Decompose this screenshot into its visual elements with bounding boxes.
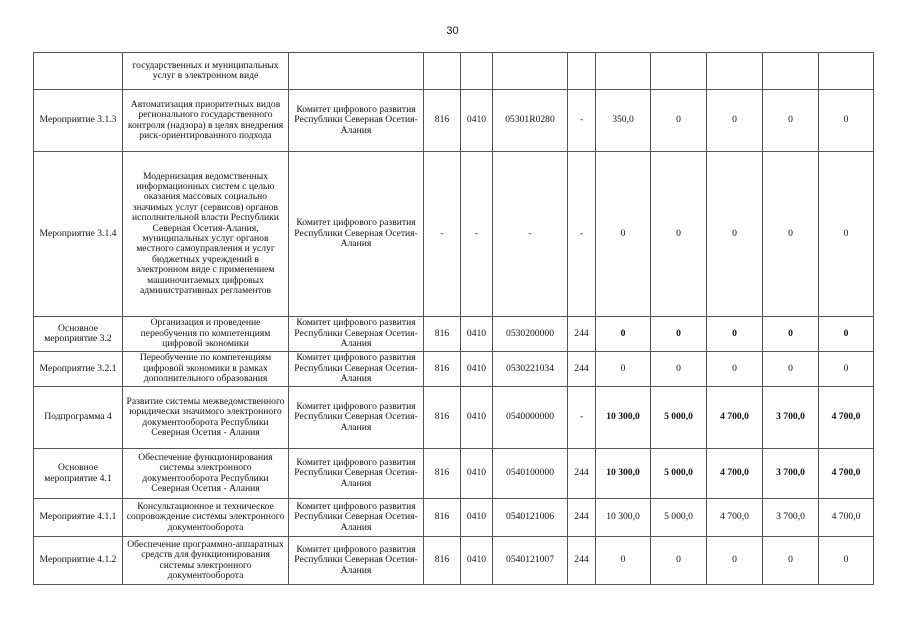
value-year1-cell <box>596 53 651 90</box>
responsible-executor-cell: Комитет цифрового развития Республики Северная Осетия-Алания <box>289 352 424 387</box>
csr-code-cell: 0530221034 <box>493 352 568 387</box>
value-year1-cell: 0 <box>596 317 651 352</box>
value-year3-cell: 0 <box>707 317 763 352</box>
value-year2-cell: 0 <box>651 152 707 317</box>
value-year4-cell: 0 <box>763 152 819 317</box>
rzpr-code-cell: 0410 <box>461 499 493 537</box>
value-year3-cell: 4 700,0 <box>707 449 763 499</box>
vr-code-cell: 244 <box>568 537 596 585</box>
rzpr-code-cell: 0410 <box>461 352 493 387</box>
row-name-cell: Мероприятие 3.1.3 <box>34 90 123 152</box>
table-row <box>34 499 874 537</box>
csr-code-cell: 05301R0280 <box>493 90 568 152</box>
row-description-cell: государственных и муниципальных услуг в электронном виде <box>123 53 289 90</box>
value-year1-cell: 10 300,0 <box>596 449 651 499</box>
value-year1-cell: 350,0 <box>596 90 651 152</box>
value-year1-cell: 0 <box>596 537 651 585</box>
value-year3-cell: 0 <box>707 352 763 387</box>
value-year2-cell: 5 000,0 <box>651 387 707 449</box>
value-year4-cell: 3 700,0 <box>763 499 819 537</box>
value-year4-cell: 0 <box>763 352 819 387</box>
vr-code-cell: - <box>568 152 596 317</box>
csr-code-cell: 0540000000 <box>493 387 568 449</box>
table-row <box>34 449 874 499</box>
vr-code-cell: 244 <box>568 449 596 499</box>
value-year2-cell <box>651 53 707 90</box>
value-year5-cell: 0 <box>819 152 874 317</box>
value-year5-cell: 4 700,0 <box>819 449 874 499</box>
table-body <box>34 53 874 585</box>
value-year1-cell: 0 <box>596 352 651 387</box>
table-row <box>34 537 874 585</box>
csr-code-cell <box>493 53 568 90</box>
vr-code-cell: - <box>568 90 596 152</box>
grbs-code-cell: 816 <box>424 449 461 499</box>
grbs-code-cell: 816 <box>424 499 461 537</box>
value-year5-cell: 4 700,0 <box>819 499 874 537</box>
row-description-cell: Автоматизация приоритетных видов регионального государственного контроля (надзора) в целях внедрения риск-ориентированного подхода <box>123 90 289 152</box>
grbs-code-cell: 816 <box>424 537 461 585</box>
responsible-executor-cell: Комитет цифрового развития Республики Северная Осетия-Алания <box>289 537 424 585</box>
responsible-executor-cell: Комитет цифрового развития Республики Северная Осетия-Алания <box>289 499 424 537</box>
value-year5-cell: 0 <box>819 317 874 352</box>
grbs-code-cell: 816 <box>424 317 461 352</box>
value-year3-cell: 0 <box>707 90 763 152</box>
responsible-executor-cell: Комитет цифрового развития Республики Северная Осетия-Алания <box>289 317 424 352</box>
row-name-cell: Основное мероприятие 4.1 <box>34 449 123 499</box>
csr-code-cell: 0540121006 <box>493 499 568 537</box>
vr-code-cell: 244 <box>568 352 596 387</box>
value-year4-cell: 3 700,0 <box>763 449 819 499</box>
row-name-cell: Мероприятие 3.1.4 <box>34 152 123 317</box>
value-year2-cell: 0 <box>651 317 707 352</box>
table-row <box>34 387 874 449</box>
value-year4-cell: 0 <box>763 90 819 152</box>
row-description-cell: Обеспечение функционирования системы электронного документооборота Республики Северная Осетия - Алания <box>123 449 289 499</box>
page-number: 30 <box>446 25 459 37</box>
row-description-cell: Организация и проведение переобучения по компетенциям цифровой экономики <box>123 317 289 352</box>
rzpr-code-cell: 0410 <box>461 537 493 585</box>
value-year5-cell: 0 <box>819 352 874 387</box>
rzpr-code-cell: 0410 <box>461 449 493 499</box>
value-year5-cell: 0 <box>819 537 874 585</box>
value-year3-cell <box>707 53 763 90</box>
value-year3-cell: 4 700,0 <box>707 499 763 537</box>
responsible-executor-cell: Комитет цифрового развития Республики Северная Осетия-Алания <box>289 152 424 317</box>
row-name-cell: Основное мероприятие 3.2 <box>34 317 123 352</box>
row-description-cell: Переобучение по компетенциям цифровой экономики в рамках дополнительного образования <box>123 352 289 387</box>
value-year2-cell: 0 <box>651 537 707 585</box>
value-year4-cell <box>763 53 819 90</box>
rzpr-code-cell: 0410 <box>461 90 493 152</box>
value-year5-cell: 4 700,0 <box>819 387 874 449</box>
csr-code-cell: - <box>493 152 568 317</box>
value-year2-cell: 0 <box>651 352 707 387</box>
value-year2-cell: 5 000,0 <box>651 499 707 537</box>
grbs-code-cell: 816 <box>424 90 461 152</box>
rzpr-code-cell: 0410 <box>461 387 493 449</box>
value-year4-cell: 0 <box>763 317 819 352</box>
row-name-cell <box>34 53 123 90</box>
value-year5-cell: 0 <box>819 90 874 152</box>
rzpr-code-cell: - <box>461 152 493 317</box>
row-name-cell: Мероприятие 4.1.1 <box>34 499 123 537</box>
responsible-executor-cell: Комитет цифрового развития Республики Северная Осетия-Алания <box>289 449 424 499</box>
row-description-cell: Консультационное и техническое сопровождение системы электронного документооборота <box>123 499 289 537</box>
row-name-cell: Мероприятие 3.2.1 <box>34 352 123 387</box>
vr-code-cell: - <box>568 387 596 449</box>
row-name-cell: Подпрограмма 4 <box>34 387 123 449</box>
csr-code-cell: 0540121007 <box>493 537 568 585</box>
table-row <box>34 53 874 90</box>
value-year1-cell: 10 300,0 <box>596 499 651 537</box>
grbs-code-cell <box>424 53 461 90</box>
rzpr-code-cell: 0410 <box>461 317 493 352</box>
table-row <box>34 90 874 152</box>
value-year1-cell: 0 <box>596 152 651 317</box>
budget-table <box>33 52 874 585</box>
value-year5-cell <box>819 53 874 90</box>
table-row <box>34 317 874 352</box>
value-year2-cell: 0 <box>651 90 707 152</box>
row-name-cell: Мероприятие 4.1.2 <box>34 537 123 585</box>
vr-code-cell: 244 <box>568 499 596 537</box>
value-year3-cell: 0 <box>707 152 763 317</box>
value-year2-cell: 5 000,0 <box>651 449 707 499</box>
value-year4-cell: 3 700,0 <box>763 387 819 449</box>
csr-code-cell: 0540100000 <box>493 449 568 499</box>
rzpr-code-cell <box>461 53 493 90</box>
responsible-executor-cell: Комитет цифрового развития Республики Северная Осетия-Алания <box>289 90 424 152</box>
value-year3-cell: 0 <box>707 537 763 585</box>
vr-code-cell: 244 <box>568 317 596 352</box>
row-description-cell: Обеспечение программно-аппаратных средств для функционирования системы электронного документооборота <box>123 537 289 585</box>
row-description-cell: Развитие системы межведомственного юридически значимого электронного документооборота Республики Северная Осетия - Алания <box>123 387 289 449</box>
value-year3-cell: 4 700,0 <box>707 387 763 449</box>
value-year4-cell: 0 <box>763 537 819 585</box>
responsible-executor-cell <box>289 53 424 90</box>
grbs-code-cell: 816 <box>424 387 461 449</box>
value-year1-cell: 10 300,0 <box>596 387 651 449</box>
grbs-code-cell: - <box>424 152 461 317</box>
table-row <box>34 152 874 317</box>
csr-code-cell: 0530200000 <box>493 317 568 352</box>
row-description-cell: Модернизация ведомственных информационных систем с целью оказания массовых социально значимых услуг (сервисов) органов исполнительной власти Республики Северная Осетия-Алания, муниципальных услуг органов местного самоуправления и услуг бюджетных учреждений в электронном виде с применением машиночитаемых цифровых административных регламентов <box>123 152 289 317</box>
grbs-code-cell: 816 <box>424 352 461 387</box>
responsible-executor-cell: Комитет цифрового развития Республики Северная Осетия-Алания <box>289 387 424 449</box>
vr-code-cell <box>568 53 596 90</box>
table-row <box>34 352 874 387</box>
